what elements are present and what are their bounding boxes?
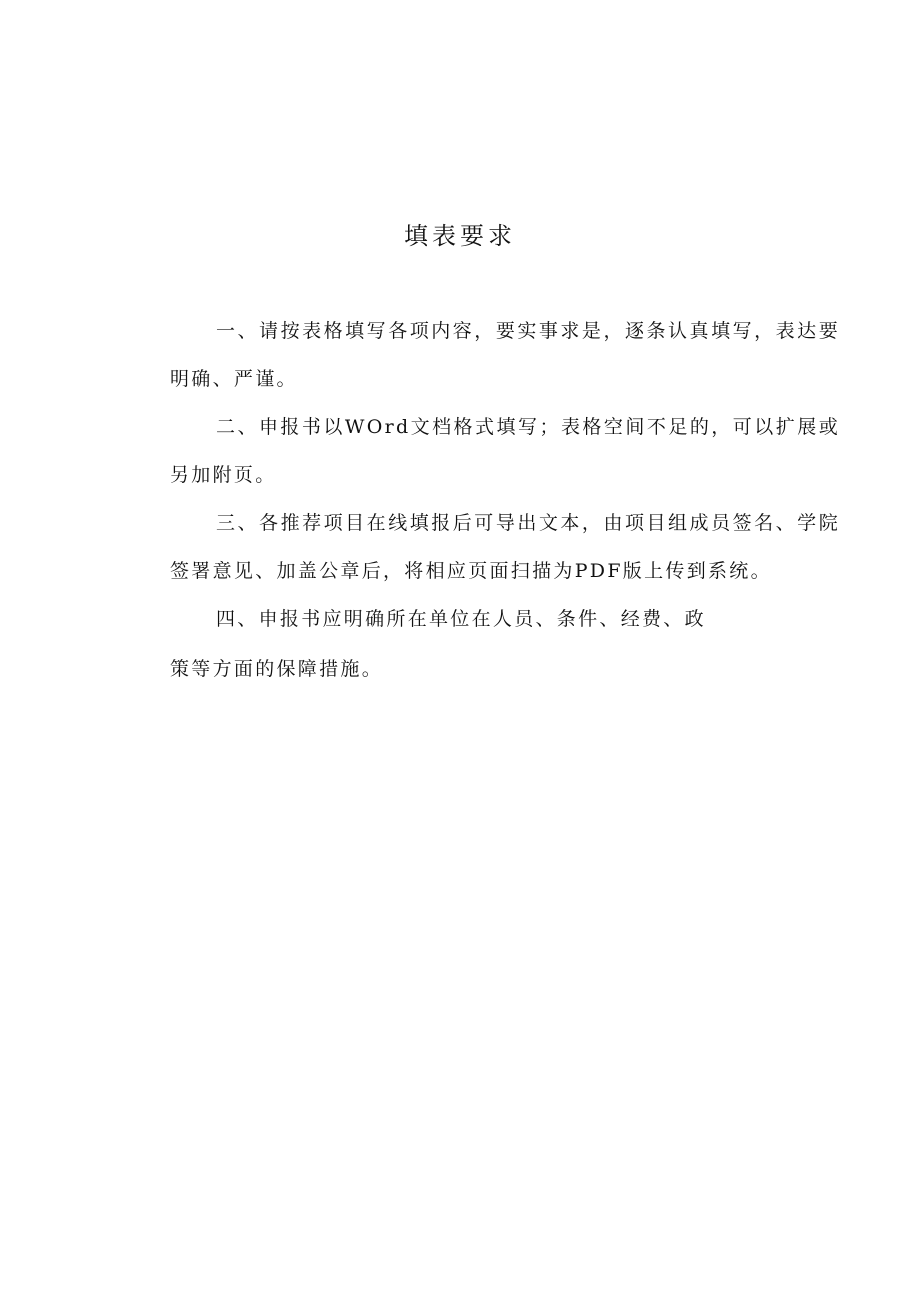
requirement-item-3: 三、各推荐项目在线填报后可导出文本，由项目组成员签名、学院签署意见、加盖公章后，将相应页面扫描为PDF版上传到系统。: [170, 512, 840, 582]
requirement-item-4: [170, 595, 840, 693]
requirements-body: [170, 307, 840, 693]
requirement-item-2: 二、申报书以WOrd文档格式填写；表格空间不足的，可以扩展或另加附页。: [170, 416, 840, 486]
requirement-item-4-line-1: 四、申报书应明确所在单位在人员、条件、经费、政: [216, 608, 706, 630]
page-title: 填表要求: [404, 222, 516, 250]
requirement-item-4-line-2: 策等方面的保障措施。: [170, 658, 384, 680]
requirement-item-1: 一、请按表格填写各项内容，要实事求是，逐条认真填写，表达要明确、严谨。: [170, 320, 840, 390]
